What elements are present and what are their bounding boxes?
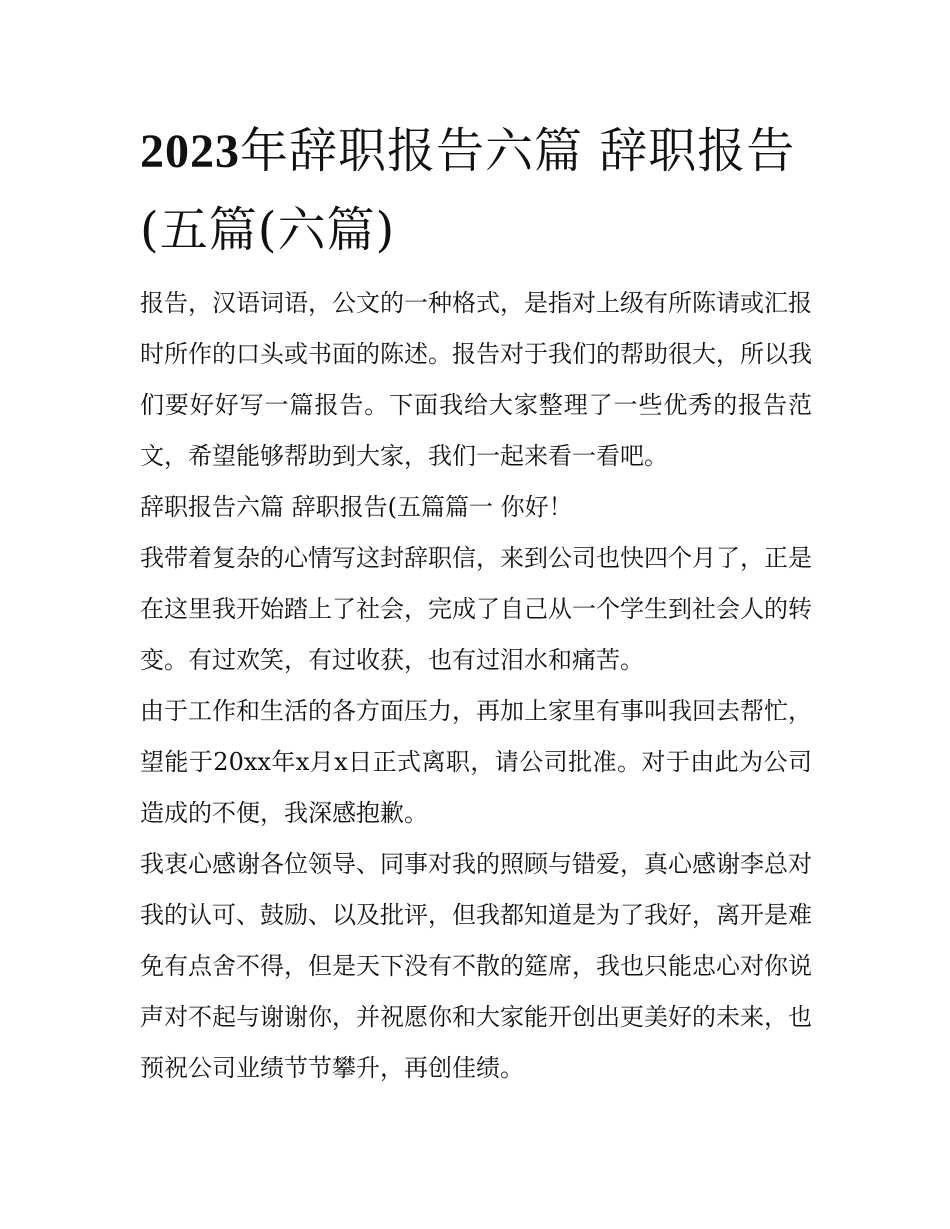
title-text: 年辞职报告六篇 辞职报告(五篇(六篇) <box>140 123 796 258</box>
body-paragraph: 我衷心感谢各位领导、同事对我的照顾与错爱，真心感谢李总对我的认可、鼓励、以及批评，但我都知道是为了我好，离开是难免有点舍不得，但是天下没有不散的筵席，我也只能忠心对你说声对不起与谢谢你，并祝愿你和大家能开创出更美好的未来，也预祝公司业绩节节攀升，再创佳绩。 <box>140 850 812 1082</box>
body-paragraph: 由于工作和生活的各方面压力，再加上家里有事叫我回去帮忙，望能于20xx年x月x日正式离职，请公司批准。对于由此为公司造成的不便，我深感抱歉。 <box>140 697 812 827</box>
title-year: 2023 <box>140 125 240 178</box>
intro-paragraph: 报告，汉语词语，公文的一种格式，是指对上级有所陈请或汇报时所作的口头或书面的陈述。报告对于我们的帮助很大，所以我们要好好写一篇报告。下面我给大家整理了一些优秀的报告范文，希望能够帮助到大家，我们一起来看一看吧。 <box>140 289 812 470</box>
document-title <box>140 112 820 269</box>
body-paragraph: 我带着复杂的心情写这封辞职信，来到公司也快四个月了，正是在这里我开始踏上了社会，完成了自己从一个学生到社会人的转变。有过欢笑，有过收获，也有过泪水和痛苦。 <box>140 544 812 674</box>
document-body <box>140 278 812 1094</box>
section-heading: 辞职报告六篇 辞职报告(五篇篇一 你好！ <box>140 493 573 521</box>
